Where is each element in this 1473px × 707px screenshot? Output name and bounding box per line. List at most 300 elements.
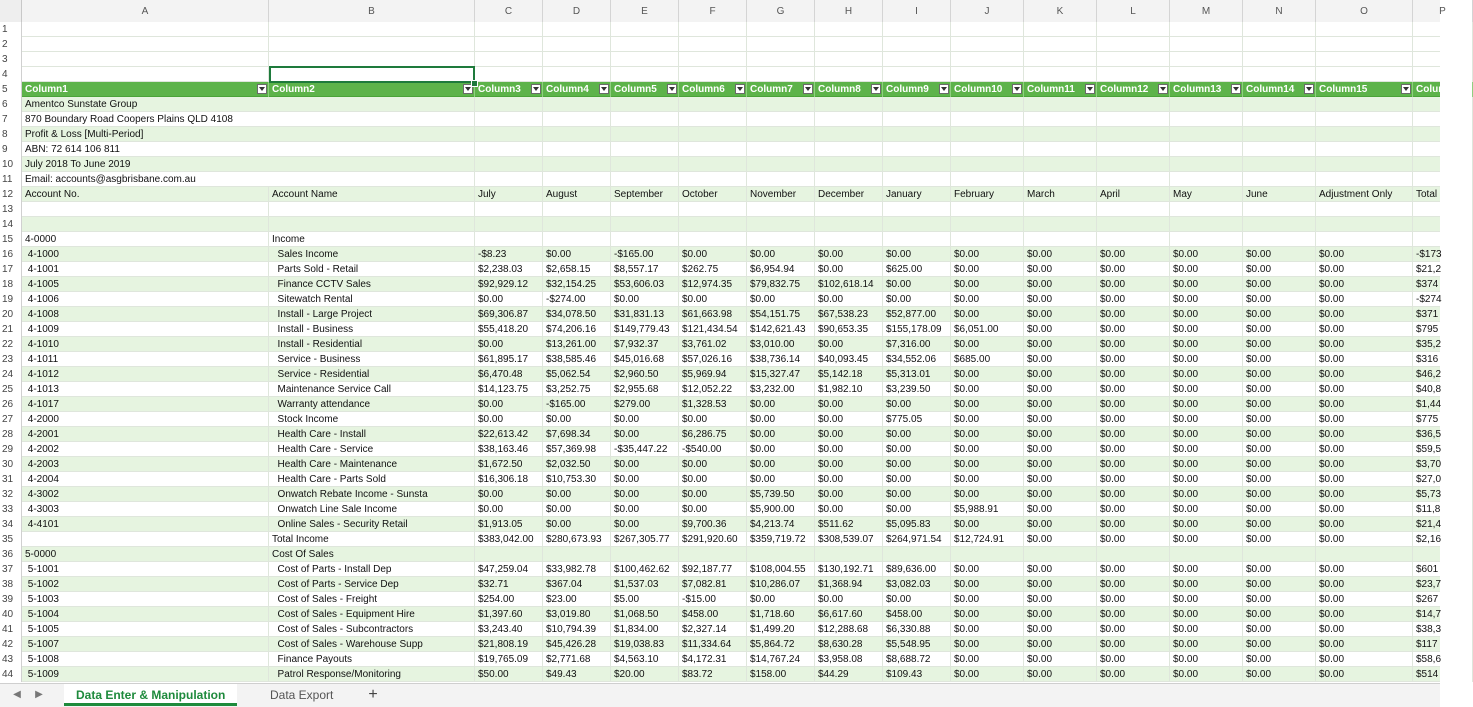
table-header-cell[interactable]: [22, 82, 269, 97]
cell[interactable]: [1413, 202, 1473, 217]
cell[interactable]: $0.00: [747, 472, 815, 487]
cell[interactable]: [1097, 22, 1170, 37]
cell[interactable]: $0.00: [1243, 592, 1316, 607]
cell[interactable]: 5-1008: [22, 652, 269, 667]
cell[interactable]: Cost of Sales - Warehouse Supp: [269, 637, 475, 652]
cell[interactable]: [679, 37, 747, 52]
cell[interactable]: [1170, 52, 1243, 67]
cell[interactable]: $1,068.50: [611, 607, 679, 622]
table-header-cell[interactable]: [951, 82, 1024, 97]
cell[interactable]: $0.00: [1316, 427, 1413, 442]
cell[interactable]: $0.00: [1316, 277, 1413, 292]
row-number[interactable]: 39: [0, 592, 22, 607]
cell[interactable]: [475, 37, 543, 52]
cell[interactable]: [951, 22, 1024, 37]
cell[interactable]: $0.00: [1243, 307, 1316, 322]
filter-dropdown-icon[interactable]: [531, 84, 541, 94]
cell[interactable]: $11,334.64: [679, 637, 747, 652]
cell[interactable]: $6,051.00: [951, 322, 1024, 337]
cell[interactable]: $5,739.50: [747, 487, 815, 502]
cell[interactable]: [1316, 232, 1413, 247]
cell[interactable]: $0.00: [1316, 652, 1413, 667]
filter-dropdown-icon[interactable]: [1012, 84, 1022, 94]
cell[interactable]: $280,673.93: [543, 532, 611, 547]
cell[interactable]: January: [883, 187, 951, 202]
cell[interactable]: $0.00: [1243, 412, 1316, 427]
cell[interactable]: $21,4: [1413, 517, 1473, 532]
cell[interactable]: [543, 52, 611, 67]
cell[interactable]: $0.00: [1243, 322, 1316, 337]
cell[interactable]: [883, 97, 951, 112]
cell[interactable]: $0.00: [679, 247, 747, 262]
cell[interactable]: $46,2: [1413, 367, 1473, 382]
cell[interactable]: [1170, 97, 1243, 112]
cell[interactable]: Profit & Loss [Multi-Period]: [25, 129, 144, 140]
cell[interactable]: $775: [1413, 412, 1473, 427]
cell[interactable]: $0.00: [475, 487, 543, 502]
cell[interactable]: $31,831.13: [611, 307, 679, 322]
cell[interactable]: $38,585.46: [543, 352, 611, 367]
cell[interactable]: [543, 202, 611, 217]
cell[interactable]: $0.00: [1243, 352, 1316, 367]
cell[interactable]: [1243, 37, 1316, 52]
cell[interactable]: [815, 22, 883, 37]
cell[interactable]: $19,765.09: [475, 652, 543, 667]
cell[interactable]: $0.00: [747, 592, 815, 607]
cell[interactable]: [543, 22, 611, 37]
cell[interactable]: $374: [1413, 277, 1473, 292]
cell[interactable]: [543, 142, 611, 157]
cell[interactable]: $5,313.01: [883, 367, 951, 382]
cell[interactable]: $34,552.06: [883, 352, 951, 367]
row-number[interactable]: 29: [0, 442, 22, 457]
cell[interactable]: [475, 112, 543, 127]
cell[interactable]: [22, 52, 269, 67]
cell[interactable]: [543, 112, 611, 127]
cell[interactable]: [1170, 172, 1243, 187]
cell[interactable]: $0.00: [1024, 367, 1097, 382]
cell[interactable]: $0.00: [1024, 457, 1097, 472]
cell[interactable]: $0.00: [1097, 532, 1170, 547]
cell[interactable]: [815, 172, 883, 187]
cell[interactable]: [815, 157, 883, 172]
cell[interactable]: $0.00: [1024, 352, 1097, 367]
cell[interactable]: $0.00: [883, 247, 951, 262]
column-header-e[interactable]: E: [611, 0, 679, 22]
next-sheet-icon[interactable]: ▶: [35, 689, 43, 700]
cell[interactable]: April: [1097, 187, 1170, 202]
row-number[interactable]: 33: [0, 502, 22, 517]
cell[interactable]: $1,368.94: [815, 577, 883, 592]
cell[interactable]: $0.00: [679, 472, 747, 487]
cell[interactable]: [679, 112, 747, 127]
row-number[interactable]: 26: [0, 397, 22, 412]
cell[interactable]: $14,767.24: [747, 652, 815, 667]
column-header-j[interactable]: J: [951, 0, 1024, 22]
cell[interactable]: $3,019.80: [543, 607, 611, 622]
cell[interactable]: 5-1001: [22, 562, 269, 577]
cell[interactable]: [269, 37, 475, 52]
cell[interactable]: [747, 52, 815, 67]
filter-dropdown-icon[interactable]: [871, 84, 881, 94]
cell[interactable]: $14,123.75: [475, 382, 543, 397]
cell[interactable]: $0.00: [1170, 382, 1243, 397]
cell[interactable]: [747, 157, 815, 172]
cell[interactable]: $1,718.60: [747, 607, 815, 622]
cell[interactable]: $0.00: [1024, 577, 1097, 592]
cell[interactable]: $0.00: [747, 412, 815, 427]
cell[interactable]: $0.00: [1170, 397, 1243, 412]
table-header-cell[interactable]: [543, 82, 611, 97]
cell[interactable]: [1024, 547, 1097, 562]
cell[interactable]: [543, 97, 611, 112]
cell[interactable]: [475, 202, 543, 217]
cell[interactable]: $0.00: [611, 502, 679, 517]
cell[interactable]: $0.00: [1097, 622, 1170, 637]
cell[interactable]: $0.00: [883, 457, 951, 472]
cell[interactable]: [1024, 157, 1097, 172]
cell[interactable]: 4-1013: [22, 382, 269, 397]
cell[interactable]: $6,954.94: [747, 262, 815, 277]
cell[interactable]: $0.00: [1170, 472, 1243, 487]
cell[interactable]: $0.00: [1316, 487, 1413, 502]
column-header-o[interactable]: O: [1316, 0, 1413, 22]
cell[interactable]: [611, 112, 679, 127]
cell[interactable]: $158.00: [747, 667, 815, 682]
cell[interactable]: $34,078.50: [543, 307, 611, 322]
cell[interactable]: May: [1170, 187, 1243, 202]
cell[interactable]: $0.00: [1097, 427, 1170, 442]
cell[interactable]: $0.00: [543, 487, 611, 502]
cell[interactable]: $0.00: [1243, 247, 1316, 262]
row-number[interactable]: 7: [0, 112, 22, 127]
cell[interactable]: $0.00: [951, 262, 1024, 277]
cell[interactable]: $0.00: [1024, 517, 1097, 532]
cell[interactable]: [679, 142, 747, 157]
cell[interactable]: July: [475, 187, 543, 202]
row-number[interactable]: 11: [0, 172, 22, 187]
cell[interactable]: [1097, 547, 1170, 562]
cell[interactable]: $0.00: [883, 397, 951, 412]
row-number[interactable]: 17: [0, 262, 22, 277]
cell[interactable]: $0.00: [747, 457, 815, 472]
cell[interactable]: [1024, 127, 1097, 142]
cell[interactable]: $10,753.30: [543, 472, 611, 487]
cell[interactable]: $3,243.40: [475, 622, 543, 637]
column-header-l[interactable]: L: [1097, 0, 1170, 22]
cell[interactable]: $57,026.16: [679, 352, 747, 367]
cell[interactable]: [611, 97, 679, 112]
cell[interactable]: [1170, 217, 1243, 232]
cell[interactable]: $0.00: [1097, 262, 1170, 277]
cell[interactable]: $0.00: [1024, 502, 1097, 517]
cell[interactable]: $0.00: [1316, 397, 1413, 412]
cell[interactable]: [1413, 52, 1473, 67]
cell[interactable]: [747, 172, 815, 187]
cell[interactable]: ABN: 72 614 106 811: [25, 144, 120, 155]
cell[interactable]: [747, 232, 815, 247]
cell[interactable]: $23.00: [543, 592, 611, 607]
cell[interactable]: July 2018 To June 2019: [25, 159, 131, 170]
cell[interactable]: [1097, 232, 1170, 247]
cell[interactable]: [747, 37, 815, 52]
cell[interactable]: [269, 217, 475, 232]
cell[interactable]: $0.00: [1170, 247, 1243, 262]
cell[interactable]: [1024, 97, 1097, 112]
cell[interactable]: [815, 67, 883, 82]
row-number[interactable]: 42: [0, 637, 22, 652]
cell[interactable]: [883, 217, 951, 232]
cell[interactable]: $0.00: [883, 472, 951, 487]
cell[interactable]: $0.00: [1024, 442, 1097, 457]
cell[interactable]: [1316, 217, 1413, 232]
cell[interactable]: [1316, 142, 1413, 157]
cell[interactable]: $8,630.28: [815, 637, 883, 652]
cell[interactable]: [475, 217, 543, 232]
cell[interactable]: $0.00: [951, 607, 1024, 622]
row-number[interactable]: 32: [0, 487, 22, 502]
cell[interactable]: $601: [1413, 562, 1473, 577]
row-number[interactable]: 40: [0, 607, 22, 622]
cell[interactable]: $9,700.36: [679, 517, 747, 532]
cell[interactable]: $0.00: [1316, 472, 1413, 487]
cell[interactable]: [1243, 97, 1316, 112]
cell[interactable]: [1024, 172, 1097, 187]
tab-data-export[interactable]: Data Export: [270, 688, 334, 702]
cell[interactable]: 4-4101: [22, 517, 269, 532]
cell[interactable]: 4-1008: [22, 307, 269, 322]
cell[interactable]: -$165.00: [543, 397, 611, 412]
cell[interactable]: [883, 172, 951, 187]
cell[interactable]: [1243, 52, 1316, 67]
cell[interactable]: $5,864.72: [747, 637, 815, 652]
row-number[interactable]: 23: [0, 352, 22, 367]
table-header-cell[interactable]: [475, 82, 543, 97]
cell[interactable]: $0.00: [1097, 502, 1170, 517]
cell[interactable]: [1170, 37, 1243, 52]
cell[interactable]: $1,537.03: [611, 577, 679, 592]
cell[interactable]: $21,2: [1413, 262, 1473, 277]
cell[interactable]: $27,0: [1413, 472, 1473, 487]
cell[interactable]: $0.00: [1170, 457, 1243, 472]
select-all-corner[interactable]: [0, 0, 22, 22]
tab-data-enter-manipulation[interactable]: Data Enter & Manipulation: [64, 684, 237, 706]
cell[interactable]: [1243, 112, 1316, 127]
cell[interactable]: Cost of Parts - Service Dep: [269, 577, 475, 592]
cell[interactable]: [951, 157, 1024, 172]
cell[interactable]: Health Care - Install: [269, 427, 475, 442]
cell[interactable]: $0.00: [1243, 427, 1316, 442]
cell[interactable]: $0.00: [1316, 367, 1413, 382]
cell[interactable]: $5,969.94: [679, 367, 747, 382]
cell[interactable]: Amentco Sunstate Group: [25, 99, 138, 110]
cell[interactable]: -$540.00: [679, 442, 747, 457]
column-header-c[interactable]: C: [475, 0, 543, 22]
row-number[interactable]: 38: [0, 577, 22, 592]
cell[interactable]: $57,369.98: [543, 442, 611, 457]
cell[interactable]: $5,548.95: [883, 637, 951, 652]
cell[interactable]: 4-2001: [22, 427, 269, 442]
cell[interactable]: June: [1243, 187, 1316, 202]
cell[interactable]: $149,779.43: [611, 322, 679, 337]
cell[interactable]: $2,032.50: [543, 457, 611, 472]
cell[interactable]: $458.00: [679, 607, 747, 622]
row-number[interactable]: 9: [0, 142, 22, 157]
cell[interactable]: $3,761.02: [679, 337, 747, 352]
cell[interactable]: $0.00: [1243, 637, 1316, 652]
cell[interactable]: $0.00: [951, 292, 1024, 307]
cell[interactable]: $0.00: [815, 457, 883, 472]
cell[interactable]: [747, 217, 815, 232]
column-header-g[interactable]: G: [747, 0, 815, 22]
cell[interactable]: $1,913.05: [475, 517, 543, 532]
column-header-m[interactable]: M: [1170, 0, 1243, 22]
cell[interactable]: $0.00: [1024, 382, 1097, 397]
cell[interactable]: [1097, 112, 1170, 127]
cell[interactable]: $109.43: [883, 667, 951, 682]
cell[interactable]: $0.00: [1024, 292, 1097, 307]
cell[interactable]: [1024, 67, 1097, 82]
cell[interactable]: [1170, 127, 1243, 142]
cell[interactable]: $0.00: [1024, 592, 1097, 607]
cell[interactable]: $40,8: [1413, 382, 1473, 397]
cell[interactable]: $0.00: [951, 652, 1024, 667]
cell[interactable]: $7,316.00: [883, 337, 951, 352]
cell[interactable]: [1170, 22, 1243, 37]
cell[interactable]: $0.00: [1316, 532, 1413, 547]
cell[interactable]: $100,462.62: [611, 562, 679, 577]
cell[interactable]: $0.00: [883, 427, 951, 442]
cell[interactable]: -$173: [1413, 247, 1473, 262]
cell[interactable]: $0.00: [1170, 502, 1243, 517]
cell[interactable]: $1,834.00: [611, 622, 679, 637]
cell[interactable]: [951, 67, 1024, 82]
cell[interactable]: [1024, 217, 1097, 232]
cell[interactable]: [269, 67, 475, 82]
cell[interactable]: $0.00: [679, 412, 747, 427]
cell[interactable]: [1024, 112, 1097, 127]
cell[interactable]: $0.00: [679, 502, 747, 517]
cell[interactable]: [747, 67, 815, 82]
cell[interactable]: [815, 127, 883, 142]
cell[interactable]: [883, 22, 951, 37]
cell[interactable]: [543, 232, 611, 247]
cell[interactable]: $3,082.03: [883, 577, 951, 592]
cell[interactable]: $0.00: [1024, 322, 1097, 337]
cell[interactable]: Total Income: [269, 532, 475, 547]
cell[interactable]: Sitewatch Rental: [269, 292, 475, 307]
row-number[interactable]: 14: [0, 217, 22, 232]
cell[interactable]: $55,418.20: [475, 322, 543, 337]
cell[interactable]: [475, 22, 543, 37]
cell[interactable]: $0.00: [951, 247, 1024, 262]
row-number[interactable]: 13: [0, 202, 22, 217]
cell[interactable]: [815, 37, 883, 52]
cell[interactable]: $279.00: [611, 397, 679, 412]
cell[interactable]: [22, 37, 269, 52]
row-number[interactable]: 35: [0, 532, 22, 547]
cell[interactable]: $0.00: [1316, 262, 1413, 277]
row-number[interactable]: 2: [0, 37, 22, 52]
cell[interactable]: Install - Large Project: [269, 307, 475, 322]
cell[interactable]: $0.00: [543, 517, 611, 532]
cell[interactable]: [747, 547, 815, 562]
cell[interactable]: [679, 157, 747, 172]
cell[interactable]: Email: accounts@asgbrisbane.com.au: [25, 174, 196, 185]
cell[interactable]: [1413, 22, 1473, 37]
cell[interactable]: $38,3: [1413, 622, 1473, 637]
cell[interactable]: $0.00: [1097, 577, 1170, 592]
cell[interactable]: $0.00: [815, 397, 883, 412]
table-header-cell[interactable]: [1243, 82, 1316, 97]
cell[interactable]: $0.00: [951, 487, 1024, 502]
cell[interactable]: $69,306.87: [475, 307, 543, 322]
cell[interactable]: $12,724.91: [951, 532, 1024, 547]
cell[interactable]: [543, 172, 611, 187]
cell[interactable]: $371: [1413, 307, 1473, 322]
cell[interactable]: $47,259.04: [475, 562, 543, 577]
cell[interactable]: $0.00: [1024, 637, 1097, 652]
row-number[interactable]: 10: [0, 157, 22, 172]
cell[interactable]: $12,974.35: [679, 277, 747, 292]
cell[interactable]: $1,44: [1413, 397, 1473, 412]
cell[interactable]: $0.00: [1170, 667, 1243, 682]
cell[interactable]: 5-1005: [22, 622, 269, 637]
cell[interactable]: [815, 97, 883, 112]
cell[interactable]: [543, 37, 611, 52]
cell[interactable]: $53,606.03: [611, 277, 679, 292]
cell[interactable]: [1316, 52, 1413, 67]
cell[interactable]: $0.00: [1316, 622, 1413, 637]
cell[interactable]: [679, 127, 747, 142]
cell[interactable]: [883, 202, 951, 217]
cell[interactable]: $14,7: [1413, 607, 1473, 622]
column-header-f[interactable]: F: [679, 0, 747, 22]
cell[interactable]: $0.00: [1024, 487, 1097, 502]
cell[interactable]: $625.00: [883, 262, 951, 277]
cell[interactable]: 5-1003: [22, 592, 269, 607]
cell[interactable]: $2,955.68: [611, 382, 679, 397]
cell[interactable]: 4-2004: [22, 472, 269, 487]
cell[interactable]: $5,73: [1413, 487, 1473, 502]
cell[interactable]: $0.00: [1316, 667, 1413, 682]
cell[interactable]: $121,434.54: [679, 322, 747, 337]
cell[interactable]: $0.00: [951, 592, 1024, 607]
cell[interactable]: $264,971.54: [883, 532, 951, 547]
row-number[interactable]: 8: [0, 127, 22, 142]
cell[interactable]: [815, 52, 883, 67]
cell[interactable]: $0.00: [1316, 352, 1413, 367]
cell[interactable]: $0.00: [1170, 577, 1243, 592]
cell[interactable]: $0.00: [1243, 517, 1316, 532]
cell[interactable]: $0.00: [951, 667, 1024, 682]
cell[interactable]: $0.00: [1316, 442, 1413, 457]
cell[interactable]: Service - Business: [269, 352, 475, 367]
cell[interactable]: $0.00: [1170, 412, 1243, 427]
cell[interactable]: $0.00: [815, 442, 883, 457]
cell[interactable]: $2,771.68: [543, 652, 611, 667]
cell[interactable]: $5,142.18: [815, 367, 883, 382]
cell[interactable]: $4,172.31: [679, 652, 747, 667]
cell[interactable]: [1097, 202, 1170, 217]
cell[interactable]: $0.00: [883, 592, 951, 607]
cell[interactable]: [679, 172, 747, 187]
cell[interactable]: $0.00: [1097, 472, 1170, 487]
cell[interactable]: $45,016.68: [611, 352, 679, 367]
cell[interactable]: $1,397.60: [475, 607, 543, 622]
cell[interactable]: [747, 127, 815, 142]
cell[interactable]: $0.00: [1097, 322, 1170, 337]
